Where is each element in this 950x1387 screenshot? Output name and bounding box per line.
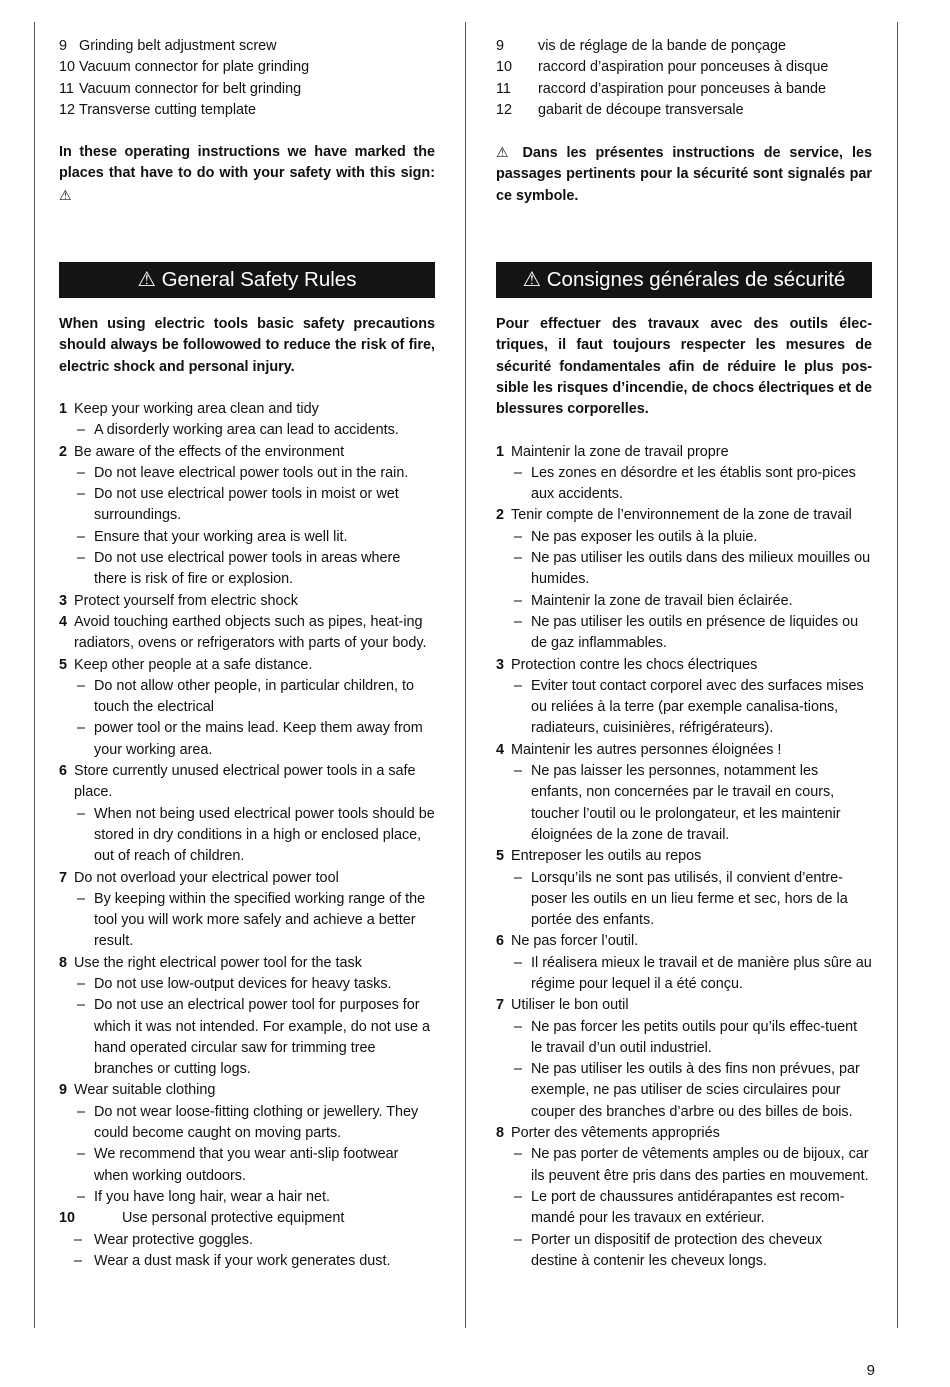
rule-subitem (59, 484, 435, 527)
right-margin-rule (897, 22, 898, 1328)
subitem-text: power tool or the mains lead. Keep them away from your working area. (94, 720, 423, 758)
subitem-text: Les zones en désordre et les établis sont pro-pices aux accidents. (531, 464, 856, 503)
rule-subitem (59, 1102, 435, 1145)
rule-title: Protect yourself from electric shock (74, 592, 298, 609)
rule-item (59, 953, 435, 1081)
part-item (496, 36, 872, 57)
french-heading-text: Consignes générales de sécurité (546, 268, 846, 292)
rule-subitem (496, 1230, 872, 1273)
rule-item (496, 846, 872, 931)
part-label: vis de réglage de la bande de ponçage (538, 38, 787, 54)
subitem-text: If you have long hair, wear a hair net. (94, 1188, 330, 1205)
part-item (59, 79, 435, 100)
rule-title: Do not overload your electrical power tool (74, 869, 339, 886)
english-safety-note (59, 142, 435, 207)
rule-number: 3 (496, 656, 505, 673)
subitem-text: A disorderly working area can lead to accidents. (94, 422, 399, 439)
rule-subitem (496, 591, 872, 612)
dash-bullet: – (77, 975, 86, 992)
rule-heading (59, 953, 435, 974)
rule-subitem (59, 995, 435, 1080)
dash-bullet: – (514, 592, 523, 609)
rule-item (59, 399, 435, 442)
rule-title: Maintenir les autres personnes éloignées ! (511, 741, 782, 758)
rule-item (496, 442, 872, 506)
rule-subitem (59, 1251, 435, 1272)
subitem-text: Ne pas exposer les outils à la pluie. (531, 528, 758, 545)
dash-bullet: – (74, 1252, 83, 1269)
center-column-rule (465, 22, 466, 1328)
rule-subitem (496, 1017, 872, 1060)
dash-bullet: – (514, 1018, 523, 1035)
rule-subitem (59, 420, 435, 441)
dash-bullet: – (77, 1103, 86, 1120)
subitem-text: Do not use electrical power tools in moist or wet surroundings. (94, 486, 399, 524)
rule-number: 2 (59, 443, 68, 460)
rule-heading (59, 399, 435, 420)
part-item (496, 100, 872, 121)
rule-subitem (59, 889, 435, 953)
dash-bullet: – (514, 1188, 523, 1205)
english-intro: When using electric tools basic safety precautions should always be followowed to reduce the risk of fire, electric shock and personal injury. (59, 316, 435, 375)
rule-heading (59, 442, 435, 463)
rule-item (59, 1080, 435, 1208)
page-number: 9 (866, 1362, 875, 1379)
subitem-text: We recommend that you wear anti-slip footwear when working outdoors. (94, 1146, 399, 1184)
dash-bullet: – (77, 890, 86, 907)
rule-number: 5 (59, 656, 68, 673)
subitem-text: Ne pas utiliser les outils dans des milieux mouilles ou humides. (531, 550, 871, 588)
rule-item (59, 761, 435, 867)
dash-bullet: – (514, 550, 523, 567)
rule-title: Be aware of the effects of the environment (74, 443, 345, 460)
rule-subitem (496, 612, 872, 655)
subitem-text: When not being used electrical power tools should be stored in dry conditions in a high or enclosed place, out of reach of children. (94, 805, 435, 865)
rule-heading (59, 868, 435, 889)
rule-heading (496, 1123, 872, 1144)
subitem-text: Do not use electrical power tools in areas where there is risk of fire or explosion. (94, 550, 401, 588)
english-parts-list (59, 36, 435, 121)
part-number: 11 (59, 80, 74, 97)
dash-bullet: – (77, 422, 86, 439)
part-number: 10 (496, 59, 513, 76)
rule-number: 1 (496, 443, 505, 460)
subitem-text: Le port de chaussures antidérapantes est recom-mandé pour les travaux en extérieur. (531, 1188, 845, 1227)
rule-number: 7 (59, 869, 68, 886)
rule-heading (59, 655, 435, 676)
rule-title: Protection contre les chocs électriques (511, 656, 758, 673)
rule-subitem (496, 463, 872, 506)
rule-number: 8 (496, 1125, 505, 1142)
rule-subitem (59, 1230, 435, 1251)
part-item (496, 57, 872, 78)
rule-number: 7 (496, 997, 505, 1014)
rule-subitem (59, 974, 435, 995)
rule-subitem (59, 676, 435, 719)
french-section-heading (496, 262, 872, 298)
english-column (59, 36, 435, 1272)
rule-item (59, 612, 435, 655)
rule-subitem (496, 1144, 872, 1187)
rule-number: 2 (496, 507, 505, 524)
part-item (59, 100, 435, 121)
rule-title: Wear suitable clothing (74, 1082, 216, 1099)
rule-heading (496, 931, 872, 952)
subitem-text: By keeping within the specified working range of the tool you will work more safely and achieve a better result. (94, 890, 426, 950)
rule-subitem (59, 1187, 435, 1208)
rule-subitem (496, 1059, 872, 1123)
subitem-text: Do not wear loose-fitting clothing or jewellery. They could become caught on moving parts. (94, 1103, 419, 1142)
rule-title: Tenir compte de l’environnement de la zone de travail (511, 507, 852, 524)
dash-bullet: – (514, 528, 523, 545)
dash-bullet: – (514, 869, 523, 886)
subitem-text: Wear a dust mask if your work generates dust. (94, 1252, 391, 1269)
english-section-heading (59, 262, 435, 298)
rule-number: 4 (59, 613, 68, 630)
french-safety-note-text: Dans les présentes instructions de service, les passages pertinents pour la sécurité sont signalés par ce symbole. (496, 145, 872, 204)
part-item (59, 36, 435, 57)
english-heading-text: General Safety Rules (161, 268, 357, 292)
subitem-text: Il réalisera mieux le travail et de manière plus sûre au régime pour lequel il a été conçu. (531, 954, 872, 992)
french-intro: Pour effectuer des travaux avec des outils élec-triques, il faut toujours respecter les mesures de sécurité fondamentales afin de réduire le plus pos-sible les risques d’incendie, de chocs électriques et de blessures corporelles. (496, 316, 872, 418)
subitem-text: Ne pas utiliser les outils à des fins non prévues, par exemple, ne pas utiliser de scies circulaires pour couper des branches d’arbre ou des billes de bois. (531, 1061, 860, 1120)
rule-item (59, 442, 435, 591)
french-rules-list (496, 442, 872, 1273)
dash-bullet: – (514, 763, 523, 780)
rule-number: 1 (59, 400, 68, 417)
rule-heading (496, 740, 872, 761)
rule-title: Keep your working area clean and tidy (74, 400, 319, 417)
subitem-text: Do not allow other people, in particular children, to touch the electrical (94, 677, 414, 716)
rule-heading (59, 761, 435, 804)
rule-heading (496, 655, 872, 676)
part-label: Vacuum connector for belt grinding (79, 80, 302, 97)
rule-item (59, 591, 435, 612)
subitem-text: Maintenir la zone de travail bien éclairée. (531, 592, 793, 609)
rule-item (59, 868, 435, 953)
rule-title: Entreposer les outils au repos (511, 848, 702, 865)
warning-triangle-icon: ⚠ (137, 268, 156, 292)
dash-bullet: – (77, 1188, 86, 1205)
part-number: 12 (59, 101, 76, 118)
dash-bullet: – (74, 1231, 83, 1248)
part-label: Vacuum connector for plate grinding (79, 59, 310, 76)
subitem-text: Lorsqu’ils ne sont pas utilisés, il convient d’entre-poser les outils en un lieu ferme et sec, hors de la portée des enfants. (531, 869, 848, 929)
rule-heading (59, 612, 435, 655)
rule-number: 3 (59, 592, 68, 609)
part-label: Grinding belt adjustment screw (79, 38, 277, 54)
rule-heading (496, 505, 872, 526)
dash-bullet: – (77, 464, 86, 481)
dash-bullet: – (77, 677, 86, 694)
rule-number: 5 (496, 848, 505, 865)
rule-subitem (496, 527, 872, 548)
rule-title: Maintenir la zone de travail propre (511, 443, 729, 460)
dash-bullet: – (514, 1231, 523, 1248)
english-rule-10-items (59, 1230, 435, 1273)
rule-number: 6 (496, 933, 505, 950)
dash-bullet: – (77, 997, 86, 1014)
rule-subitem (59, 548, 435, 591)
subitem-text: Do not leave electrical power tools out in the rain. (94, 464, 409, 481)
dash-bullet: – (77, 550, 86, 567)
rule-number: 6 (59, 763, 68, 780)
rule-subitem (59, 463, 435, 484)
left-margin-rule (34, 22, 35, 1328)
dash-bullet: – (77, 805, 86, 822)
rule-subitem (496, 953, 872, 996)
dash-bullet: – (77, 486, 86, 503)
french-safety-note (496, 142, 872, 207)
rule-item (496, 1123, 872, 1272)
rule-title: Use personal protective equipment (122, 1210, 345, 1227)
rule-item (496, 931, 872, 995)
rule-heading (496, 846, 872, 867)
part-number: 9 (59, 38, 68, 54)
dash-bullet: – (77, 1146, 86, 1163)
dash-bullet: – (514, 1146, 523, 1163)
dash-bullet: – (514, 613, 523, 630)
part-label: Transverse cutting template (79, 101, 257, 118)
french-parts-list (496, 36, 872, 121)
subitem-text: Ensure that your working area is well lit. (94, 528, 348, 545)
rule-title: Store currently unused electrical power tools in a safe place. (74, 763, 416, 801)
rule-item (496, 995, 872, 1123)
warning-triangle-icon: ⚠ (496, 144, 514, 161)
rule-title: Keep other people at a safe distance. (74, 656, 313, 673)
dash-bullet: – (514, 677, 523, 694)
rule-title: Use the right electrical power tool for the task (74, 954, 362, 971)
rule-subitem (59, 718, 435, 761)
subitem-text: Do not use low-output devices for heavy tasks. (94, 975, 392, 992)
rule-item (496, 505, 872, 654)
warning-triangle-icon: ⚠ (59, 186, 72, 203)
dash-bullet: – (514, 1061, 523, 1078)
rule-item (496, 740, 872, 846)
rule-title: Ne pas forcer l’outil. (511, 933, 639, 950)
dash-bullet: – (514, 954, 523, 971)
warning-triangle-icon: ⚠ (522, 268, 542, 292)
dash-bullet: – (77, 528, 86, 545)
part-number: 11 (496, 80, 511, 97)
subitem-text: Wear protective goggles. (94, 1231, 253, 1248)
subitem-text: Ne pas porter de vêtements amples ou de bijoux, car ils peuvent être pris dans des parties en mouvement. (531, 1146, 869, 1184)
part-number: 12 (496, 101, 513, 118)
part-number: 9 (496, 38, 505, 54)
rule-subitem (59, 527, 435, 548)
rule-subitem (496, 761, 872, 846)
rule-title: Utiliser le bon outil (511, 997, 629, 1014)
rule-title: Porter des vêtements appropriés (511, 1125, 720, 1142)
subitem-text: Porter un dispositif de protection des cheveux destine à contenir les cheveux longs. (531, 1231, 823, 1269)
french-column (496, 36, 872, 1272)
part-item (496, 79, 872, 100)
rule-subitem (59, 1144, 435, 1187)
english-rule-10 (59, 1208, 435, 1272)
part-label: gabarit de découpe transversale (538, 101, 744, 118)
rule-item (59, 655, 435, 761)
english-safety-note-text: In these operating instructions we have marked the places that have to do with your safety with this sign: (59, 144, 435, 182)
dash-bullet: – (514, 464, 523, 481)
rule-heading (59, 1080, 435, 1101)
subitem-text: Ne pas forcer les petits outils pour qu’ils effec-tuent le travail d’un outil industriel. (531, 1018, 858, 1056)
subitem-text: Eviter tout contact corporel avec des surfaces mises ou reliées à la terre (par exemple canalisa-tions, radiateurs, cuisinières, réfrigérateurs). (531, 677, 864, 737)
subitem-text: Do not use an electrical power tool for purposes for which it was not intended. For example, do not use a hand operated circular saw for trimming tree branches or cutting logs. (94, 997, 430, 1078)
rule-heading (496, 995, 872, 1016)
rule-subitem (496, 1187, 872, 1230)
dash-bullet: – (77, 720, 86, 737)
part-label: raccord d’aspiration pour ponceuses à bande (538, 80, 827, 97)
rule-number: 10 (59, 1210, 76, 1227)
rule-title: Avoid touching earthed objects such as pipes, heat-ing radiators, ovens or refrigerators with parts of your body. (74, 613, 427, 652)
part-number: 10 (59, 59, 76, 76)
rule-subitem (496, 868, 872, 932)
rule-subitem (496, 548, 872, 591)
rule-heading (59, 591, 435, 612)
rule-item (496, 655, 872, 740)
rule-subitem (59, 804, 435, 868)
subitem-text: Ne pas utiliser les outils en présence de liquides ou de gaz inflammables. (531, 613, 859, 652)
rule-heading (496, 442, 872, 463)
rule-number: 9 (59, 1082, 68, 1099)
rule-number: 8 (59, 954, 68, 971)
rule-number: 4 (496, 741, 505, 758)
english-rules-list (59, 399, 435, 1208)
subitem-text: Ne pas laisser les personnes, notamment les enfants, non concernées par le travail en cours, toucher l’outil ou le prolongateur, et les maintenir éloignées de la zone de travail. (531, 763, 841, 843)
part-item (59, 57, 435, 78)
part-label: raccord d’aspiration pour ponceuses à disque (538, 59, 829, 76)
rule-subitem (496, 676, 872, 740)
